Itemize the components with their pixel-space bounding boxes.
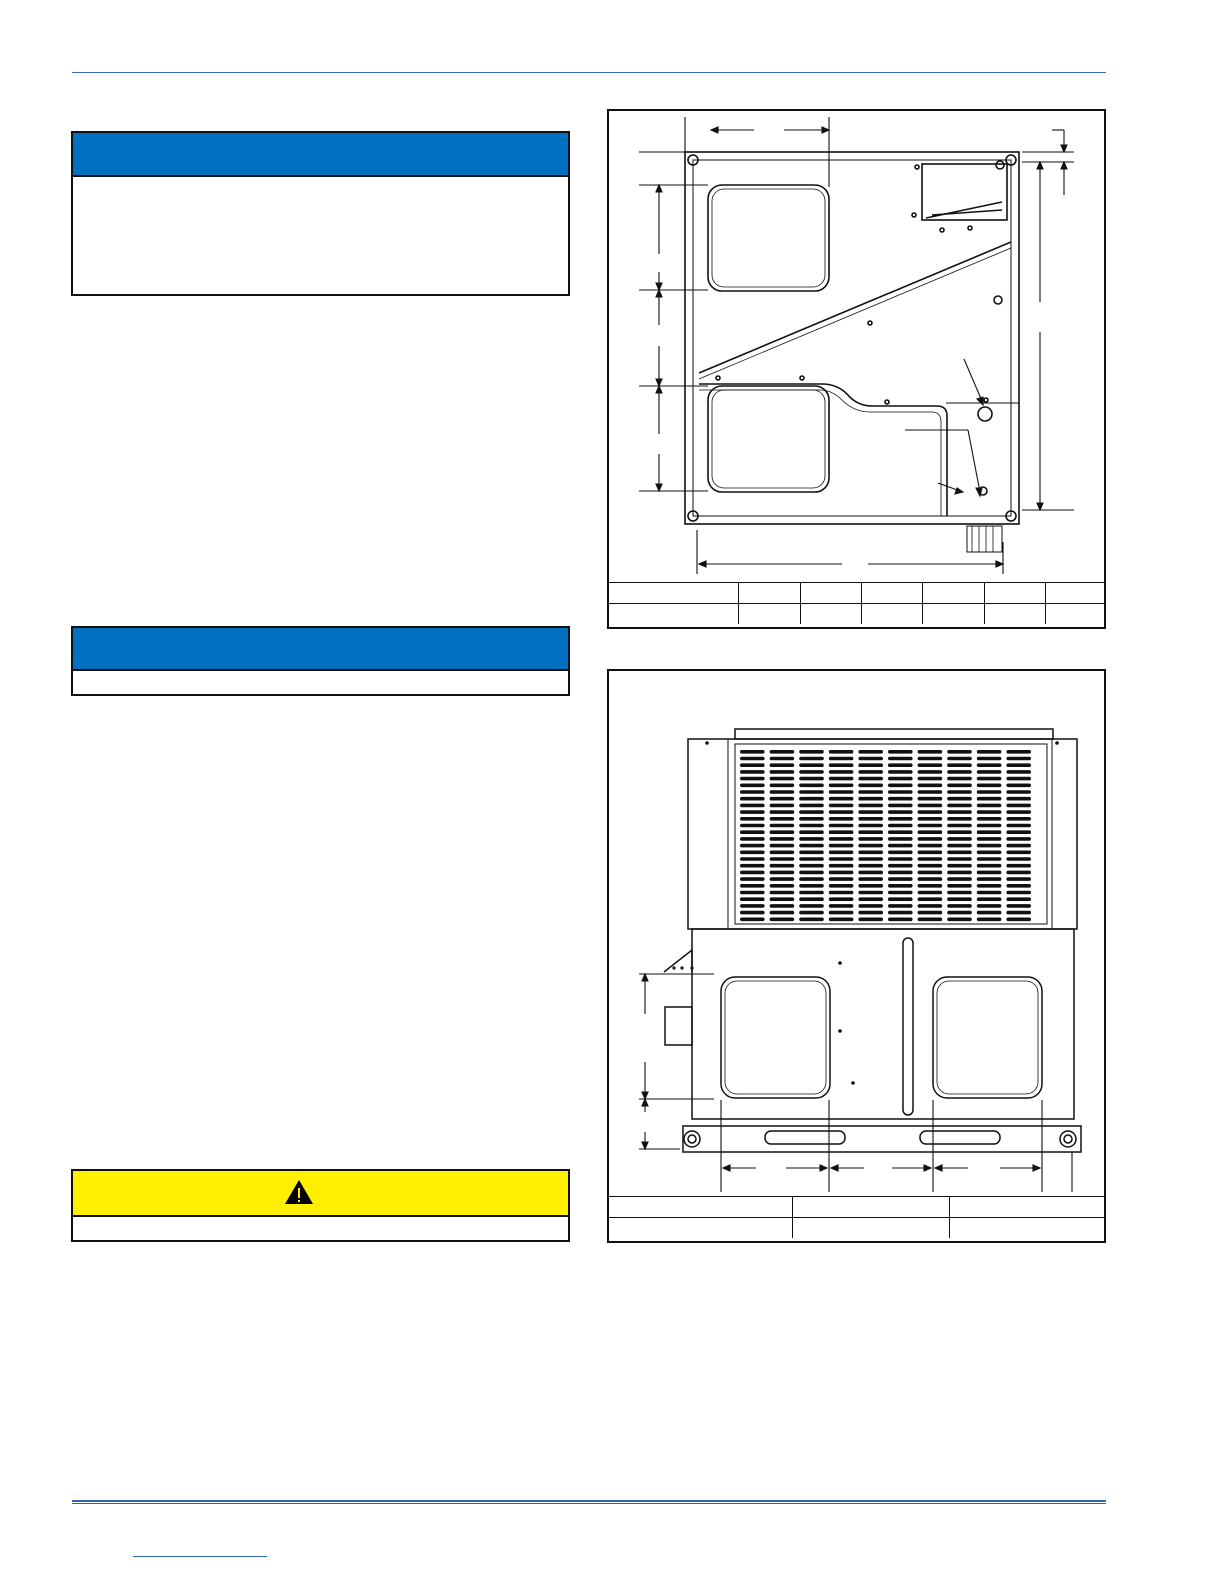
louver-slot	[770, 824, 795, 828]
louver-slot	[829, 784, 854, 788]
louver-slot	[799, 784, 824, 788]
louver-slot	[829, 810, 854, 814]
louver-slot	[740, 810, 765, 814]
louver-slot	[1006, 810, 1031, 814]
louver-slot	[918, 790, 943, 794]
louver-slot	[799, 877, 824, 881]
footer-rule	[72, 1500, 1106, 1504]
louver-slot	[947, 817, 972, 821]
louver-slot	[799, 918, 824, 922]
louver-slot	[977, 810, 1002, 814]
louver-slot	[888, 897, 913, 901]
louver-slot	[888, 804, 913, 808]
louver-slot	[858, 918, 883, 922]
louver-slot	[918, 817, 943, 821]
louver-slot	[977, 804, 1002, 808]
louver-slot	[829, 904, 854, 908]
louver-slot	[888, 851, 913, 855]
louver-slot	[799, 763, 824, 767]
louver-slot	[1006, 770, 1031, 774]
louver-slot	[977, 837, 1002, 841]
louver-slot	[1006, 817, 1031, 821]
louver-slot	[918, 784, 943, 788]
louver-slot	[770, 897, 795, 901]
louver-slot	[918, 864, 943, 868]
louver-slot	[888, 911, 913, 915]
louver-slot	[799, 790, 824, 794]
louver-slot	[888, 877, 913, 881]
louver-slot	[1006, 763, 1031, 767]
louver-slot	[799, 904, 824, 908]
louver-slot	[977, 750, 1002, 754]
louver-slot	[947, 830, 972, 834]
louver-slot	[1006, 891, 1031, 895]
louver-slot	[829, 864, 854, 868]
louver-slot	[977, 918, 1002, 922]
louver-slot	[977, 817, 1002, 821]
louver-slot	[799, 830, 824, 834]
notice-header-bar	[73, 133, 568, 177]
louver-slot	[858, 837, 883, 841]
louver-slot	[799, 897, 824, 901]
louver-slot	[947, 757, 972, 761]
louver-slot	[858, 750, 883, 754]
louver-slot	[888, 790, 913, 794]
louver-slot	[1006, 797, 1031, 801]
louver-slot	[770, 790, 795, 794]
louver-slot	[799, 810, 824, 814]
louver-slot	[947, 904, 972, 908]
footer-underline	[133, 1556, 267, 1557]
warning-triangle-icon	[284, 1179, 314, 1205]
louver-slot	[1006, 904, 1031, 908]
louver-slot	[858, 817, 883, 821]
louver-slot	[799, 837, 824, 841]
louver-slot	[799, 824, 824, 828]
notice-box-large	[71, 131, 570, 296]
louver-slot	[829, 824, 854, 828]
figure-side-view	[607, 669, 1106, 1243]
louver-slot	[770, 817, 795, 821]
louver-slot	[947, 804, 972, 808]
louver-slot	[829, 804, 854, 808]
louver-slot	[918, 810, 943, 814]
louver-slot	[977, 763, 1002, 767]
louver-slot	[740, 837, 765, 841]
louver-slot	[977, 844, 1002, 848]
louver-slot	[977, 864, 1002, 868]
louver-slot	[858, 871, 883, 875]
louver-slot	[829, 797, 854, 801]
louver-slot	[740, 757, 765, 761]
louver-slot	[829, 911, 854, 915]
louver-slot	[947, 884, 972, 888]
louver-slot	[858, 797, 883, 801]
louver-slot	[977, 851, 1002, 855]
louver-slot	[977, 911, 1002, 915]
louver-slot	[888, 770, 913, 774]
table-row	[609, 1197, 1106, 1218]
louver-slot	[740, 864, 765, 868]
louver-slot	[829, 851, 854, 855]
louver-slot	[740, 911, 765, 915]
louver-slot	[1006, 750, 1031, 754]
louver-slot	[1006, 784, 1031, 788]
louver-slot	[740, 851, 765, 855]
louver-slot	[947, 750, 972, 754]
louver-slot	[918, 837, 943, 841]
louver-slot	[770, 810, 795, 814]
louver-slot	[858, 830, 883, 834]
louver-slot	[858, 824, 883, 828]
louver-slot	[770, 864, 795, 868]
louver-slot	[740, 784, 765, 788]
louver-slot	[740, 897, 765, 901]
louver-slot	[740, 884, 765, 888]
louver-slot	[947, 851, 972, 855]
louver-slot	[918, 804, 943, 808]
louver-slot	[829, 884, 854, 888]
louver-slot	[740, 750, 765, 754]
louver-slot	[1006, 897, 1031, 901]
louver-slot	[770, 837, 795, 841]
louver-slot	[858, 777, 883, 781]
louver-slot	[947, 918, 972, 922]
louver-slot	[1006, 804, 1031, 808]
louver-slot	[740, 777, 765, 781]
louver-slot	[918, 904, 943, 908]
louver-slot	[947, 837, 972, 841]
louver-slot	[740, 830, 765, 834]
louver-slot	[858, 904, 883, 908]
louver-slot	[888, 824, 913, 828]
louver-slot	[829, 897, 854, 901]
louver-slot	[770, 797, 795, 801]
louver-slot	[858, 857, 883, 861]
louver-slot	[977, 891, 1002, 895]
louver-slot	[858, 844, 883, 848]
caution-header-bar	[73, 1171, 568, 1217]
louver-slot	[1006, 830, 1031, 834]
louver-slot	[770, 804, 795, 808]
louver-slot	[740, 797, 765, 801]
louver-slot	[947, 871, 972, 875]
louver-slot	[918, 844, 943, 848]
louver-slot	[977, 757, 1002, 761]
louver-slot	[888, 750, 913, 754]
louver-slot	[1006, 918, 1031, 922]
louver-slot	[829, 871, 854, 875]
louver-slot	[799, 797, 824, 801]
louver-slot	[740, 844, 765, 848]
louver-slot	[918, 884, 943, 888]
louver-slot	[740, 790, 765, 794]
louver-slot	[977, 770, 1002, 774]
louver-slot	[947, 797, 972, 801]
louver-slot	[888, 797, 913, 801]
louver-slot	[858, 891, 883, 895]
louver-slot	[770, 918, 795, 922]
louver-slot	[770, 871, 795, 875]
louver-slot	[770, 891, 795, 895]
louver-slot	[947, 897, 972, 901]
louver-slot	[947, 777, 972, 781]
louver-slot	[918, 871, 943, 875]
louver-slot	[918, 891, 943, 895]
notice-header-bar	[73, 628, 568, 671]
louver-slot	[829, 763, 854, 767]
louver-slot	[918, 851, 943, 855]
louver-slot	[1006, 844, 1031, 848]
louver-slot	[918, 757, 943, 761]
louver-slot	[888, 891, 913, 895]
louver-slot	[1006, 884, 1031, 888]
louver-slot	[858, 864, 883, 868]
louver-slot	[858, 763, 883, 767]
louver-slot	[799, 770, 824, 774]
louver-slot	[977, 857, 1002, 861]
louver-slot	[977, 830, 1002, 834]
louver-slot	[888, 918, 913, 922]
louver-slot	[977, 877, 1002, 881]
louver-slot	[799, 804, 824, 808]
louver-slot	[888, 844, 913, 848]
louver-slot	[858, 810, 883, 814]
louver-slot	[770, 911, 795, 915]
louver-slot	[829, 844, 854, 848]
louver-slot	[829, 837, 854, 841]
louver-slot	[829, 817, 854, 821]
louver-slot	[770, 763, 795, 767]
louver-slot	[888, 830, 913, 834]
louver-slot	[888, 837, 913, 841]
louver-slot	[799, 777, 824, 781]
louver-slot	[829, 777, 854, 781]
louver-slot	[918, 897, 943, 901]
louver-slot	[858, 897, 883, 901]
louver-slot	[1006, 911, 1031, 915]
louver-slot	[918, 877, 943, 881]
louver-slot	[740, 877, 765, 881]
louver-slot	[799, 817, 824, 821]
louver-slot	[918, 770, 943, 774]
louver-slot	[799, 844, 824, 848]
louver-slot	[770, 750, 795, 754]
louver-slot	[740, 824, 765, 828]
louver-slot	[888, 884, 913, 888]
louver-slot	[799, 750, 824, 754]
louver-slot	[858, 877, 883, 881]
louver-slot	[888, 871, 913, 875]
louver-slot	[858, 804, 883, 808]
louver-slot	[947, 857, 972, 861]
louver-slot	[918, 911, 943, 915]
louver-slot	[888, 810, 913, 814]
louver-slot	[770, 884, 795, 888]
louver-slot	[770, 851, 795, 855]
louver-slot	[799, 864, 824, 868]
unit-bottom-view-drawing	[609, 111, 1106, 583]
louver-slot	[1006, 777, 1031, 781]
louver-slot	[947, 784, 972, 788]
louver-slot	[1006, 790, 1031, 794]
louver-slot	[740, 770, 765, 774]
louver-slot	[977, 884, 1002, 888]
louver-slot	[888, 757, 913, 761]
louver-slot	[947, 790, 972, 794]
louver-slot	[799, 757, 824, 761]
louver-slot	[1006, 824, 1031, 828]
louver-slot	[1006, 877, 1031, 881]
dimension-table	[609, 1196, 1106, 1238]
louver-slot	[799, 857, 824, 861]
louver-slot	[770, 857, 795, 861]
louver-slot	[918, 777, 943, 781]
louver-slot	[977, 824, 1002, 828]
louver-slot	[858, 884, 883, 888]
louver-slot	[829, 830, 854, 834]
louver-slot	[1006, 857, 1031, 861]
louver-slot	[829, 891, 854, 895]
louver-slot	[829, 918, 854, 922]
louver-slot	[888, 777, 913, 781]
notice-box-small	[71, 626, 570, 696]
louver-slot	[888, 784, 913, 788]
louver-slot	[799, 871, 824, 875]
louver-slot	[740, 891, 765, 895]
louver-slot	[770, 777, 795, 781]
louver-slot	[829, 877, 854, 881]
louver-slot	[799, 911, 824, 915]
louver-slot	[858, 851, 883, 855]
louver-slot	[977, 790, 1002, 794]
louver-slot	[770, 877, 795, 881]
louver-slot	[799, 884, 824, 888]
louver-slot	[1006, 851, 1031, 855]
louver-slot	[977, 904, 1002, 908]
louver-slot	[829, 790, 854, 794]
louver-slot	[918, 763, 943, 767]
louver-slot	[918, 750, 943, 754]
louver-slot	[829, 857, 854, 861]
louver-slot	[1006, 837, 1031, 841]
louver-slot	[1006, 864, 1031, 868]
louver-slot	[888, 857, 913, 861]
louver-slot	[947, 911, 972, 915]
louver-slot	[947, 844, 972, 848]
louver-slot	[888, 904, 913, 908]
figure-bottom-view	[607, 109, 1106, 629]
louver-slot	[740, 871, 765, 875]
louver-slot	[770, 757, 795, 761]
louver-slot	[947, 877, 972, 881]
louver-slot	[829, 750, 854, 754]
louver-slot	[947, 810, 972, 814]
louver-slot	[977, 897, 1002, 901]
louver-slot	[1006, 871, 1031, 875]
louver-slot	[947, 824, 972, 828]
louver-slot	[770, 904, 795, 908]
louver-slot	[888, 763, 913, 767]
louver-slot	[918, 830, 943, 834]
louver-slot	[1006, 757, 1031, 761]
louver-slot	[770, 770, 795, 774]
louver-slot	[740, 918, 765, 922]
louver-slot	[947, 770, 972, 774]
louver-slot	[829, 757, 854, 761]
louver-slot	[947, 763, 972, 767]
table-row	[609, 1218, 1106, 1239]
unit-side-view-drawing	[609, 671, 1106, 1197]
louver-slot	[977, 784, 1002, 788]
louver-slot	[947, 864, 972, 868]
louver-slot	[858, 770, 883, 774]
louver-slot	[740, 857, 765, 861]
louver-slot	[977, 777, 1002, 781]
louver-slot	[918, 857, 943, 861]
louver-slot	[858, 757, 883, 761]
caution-box	[71, 1169, 570, 1242]
louver-slot	[740, 904, 765, 908]
louver-slot	[740, 763, 765, 767]
table-row	[609, 583, 1106, 604]
louver-slot	[770, 830, 795, 834]
louver-slot	[858, 784, 883, 788]
louver-slot	[770, 844, 795, 848]
louver-slot	[888, 864, 913, 868]
louver-slot	[770, 784, 795, 788]
table-row	[609, 604, 1106, 625]
louver-slot	[888, 817, 913, 821]
louver-slot	[858, 911, 883, 915]
header-rule	[72, 72, 1106, 73]
louver-slot	[740, 817, 765, 821]
louver-slot	[799, 891, 824, 895]
louver-slot	[918, 918, 943, 922]
louver-slot	[918, 824, 943, 828]
louver-slot	[858, 790, 883, 794]
louver-slot	[977, 797, 1002, 801]
louver-slot	[829, 770, 854, 774]
louver-slot	[799, 851, 824, 855]
dimension-table	[609, 582, 1106, 624]
louver-slot	[740, 804, 765, 808]
louver-slot	[947, 891, 972, 895]
louver-slot	[918, 797, 943, 801]
louver-slot	[977, 871, 1002, 875]
